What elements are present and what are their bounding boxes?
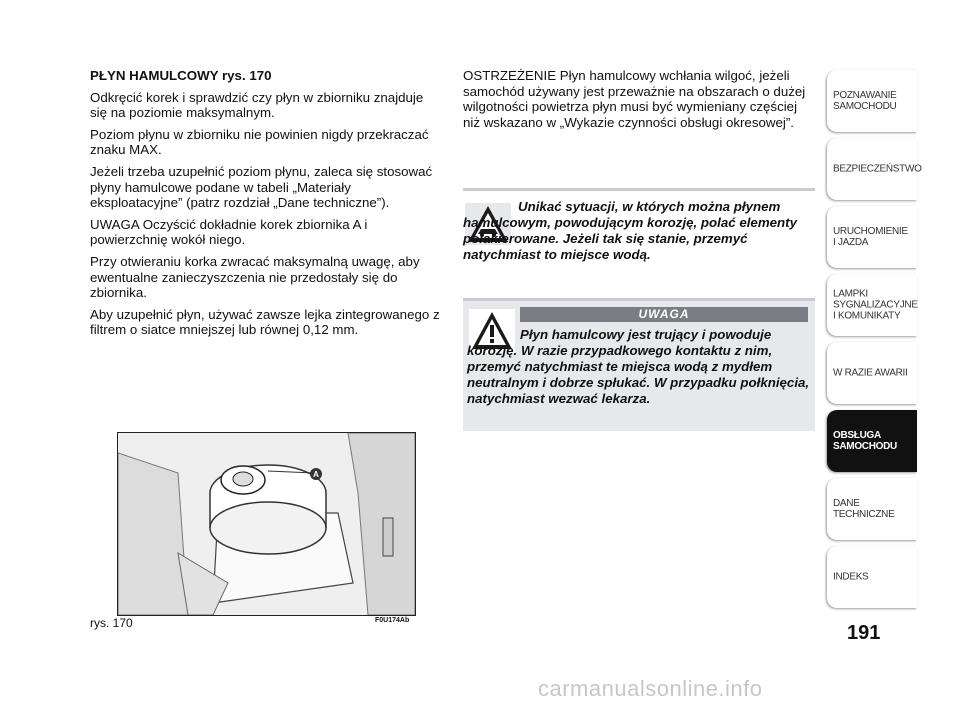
watermark: carmanualsonline.info bbox=[538, 676, 763, 701]
paragraph: Przy otwieraniu korka zwracać maksymalną uwagę, aby ewentualne zanieczyszczenia nie przedostały się do zbiornika. bbox=[90, 253, 420, 301]
right-column bbox=[463, 68, 815, 130]
caution-text: Unikać sytuacji, w których można płynem hamulcowym, powodującym korozję, polać elementy polakierowane. Jeżeli tak się stanie, przemyć natychmiast to miejsce wodą. bbox=[463, 199, 797, 262]
tab-bezpieczenstwo[interactable]: BEZPIECZEŃSTWO bbox=[827, 138, 917, 200]
tab-uruchomienie-i-jazda[interactable]: URUCHOMIENIE I JAZDA bbox=[827, 206, 917, 268]
warning-paragraph: OSTRZEŻENIE Płyn hamulcowy wchłania wilgoć, jeżeli samochód używany jest przeważnie na obszarach o dużej wilgotności powietrza płyn musi być wymieniany częściej niż wskazano w „Wykazie czynności obsługi okresowej”. bbox=[463, 68, 806, 130]
warning-text: Płyn hamulcowy jest trujący i powoduje korozję. W razie przypadkowego kontaktu z nim, przemyć natychmiast te miejsca wodą z mydłem neutralnym i dobrze spłukać. W przypadku połknięcia, natychmiast wezwać lekarza. bbox=[467, 327, 810, 406]
figure-code: F0U174Ab bbox=[375, 617, 410, 624]
paragraph: UWAGA Oczyścić dokładnie korek zbiornika A i powierzchnię wokół niego. bbox=[90, 216, 368, 248]
paragraph: Odkręcić korek i sprawdzić czy płyn w zbiorniku znajduje się na poziomie maksymalnym. bbox=[90, 89, 424, 121]
paragraph: Poziom płynu w zbiorniku nie powinien nigdy przekraczać znaku MAX. bbox=[90, 126, 429, 158]
section-title: PŁYN HAMULCOWY rys. 170 bbox=[90, 68, 272, 83]
page-number: 191 bbox=[847, 622, 881, 644]
tab-obsluga-samochodu[interactable]: OBSŁUGA SAMOCHODU bbox=[827, 410, 917, 472]
brake-fluid-reservoir-figure bbox=[117, 432, 416, 616]
figure-caption: rys. 170 bbox=[90, 616, 133, 630]
tab-lampki-sygnalizacyjne[interactable]: LAMPKI SYGNALIZACYJNE I KOMUNIKATY bbox=[827, 274, 917, 336]
paragraph: Jeżeli trzeba uzupełnić poziom płynu, zaleca się stosować płyny hamulcowe podane w tabeli „Materiały eksploatacyjne” (patrz rozdział „Dane techniczne”). bbox=[90, 163, 433, 211]
paragraph: Aby uzupełnić płyn, używać zawsze lejka zintegrowanego z filtrem o siatce mniejszej lub równej 0,12 mm. bbox=[90, 306, 440, 338]
warning-banner: UWAGA bbox=[520, 307, 808, 322]
caution-box bbox=[463, 188, 815, 275]
tab-dane-techniczne[interactable]: DANE TECHNICZNE bbox=[827, 478, 917, 540]
tab-poznawanie-samochodu[interactable]: POZNAWANIE SAMOCHODU bbox=[827, 70, 917, 132]
left-column bbox=[90, 68, 442, 344]
tab-indeks[interactable]: INDEKS bbox=[827, 546, 917, 608]
tab-w-razie-awarii[interactable]: W RAZIE AWARII bbox=[827, 342, 917, 404]
warning-box bbox=[463, 298, 815, 431]
figure-label-a: A bbox=[313, 470, 319, 479]
